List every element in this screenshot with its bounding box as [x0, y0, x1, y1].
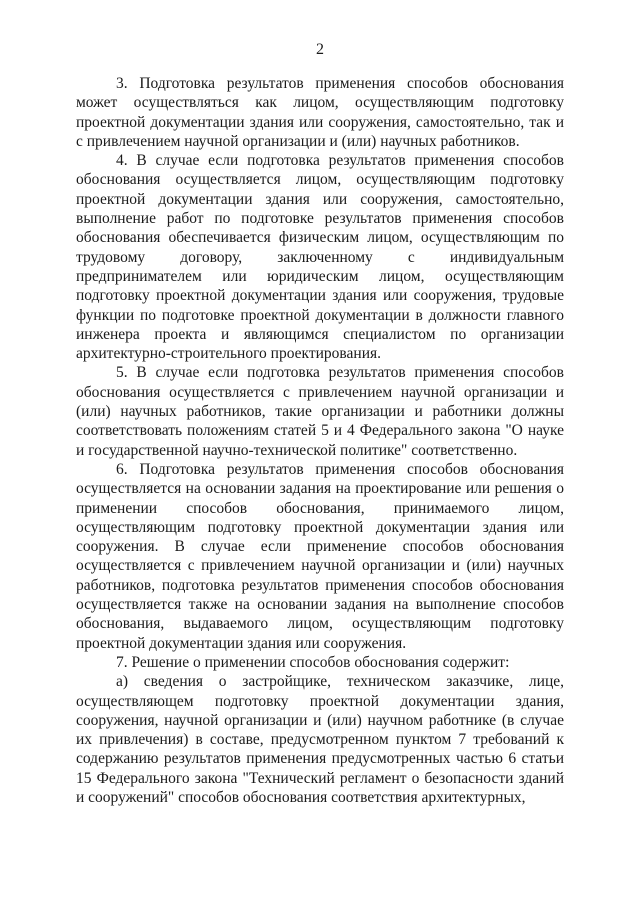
paragraph-4: 4. В случае если подготовка результатов применения способов обоснования осуществляется лицом, осуществляющим подготовку проектной документации здания или сооружения, самостоятельно, выполнение работ по подготовке результатов применения способов обоснования обеспечивается физическим лицом, осуществляющим по трудовому договору, заключенному с индивидуальным предпринимателем или юридическим лицом, осуществляющим подготовку проектной документации здания или сооружения, трудовые функции по подготовке проектной документации в должности главного инженера проекта и являющимся специалистом по организации архитектурно-строительного проектирования.	[76, 152, 564, 363]
paragraph-6: 6. Подготовка результатов применения способов обоснования осуществляется на основании задания на проектирование или решения о применении способов обоснования, принимаемого лицом, осуществляющим подготовку проектной документации здания или сооружения. В случае если применение способов обоснования осуществляется с привлечением научной организации и (или) научных работников, подготовка результатов применения способов обоснования осуществляется также на основании задания на выполнение способов обоснования, выдаваемого лицом, осуществляющим подготовку проектной документации здания или сооружения.	[76, 460, 564, 652]
paragraph-7a: а) сведения о застройщике, техническом заказчике, лице, осуществляющем подготовку проектной документации здания, сооружения, научной организации и (или) научном работнике (в случае их привлечения) в составе, предусмотренном пунктом 7 требований к содержанию результатов применения предусмотренных частью 6 статьи 15 Федерального закона "Технический регламент о безопасности зданий и сооружений" способов обоснования соответствия архитектурных,	[76, 673, 564, 806]
paragraph-5: 5. В случае если подготовка результатов применения способов обоснования осуществляется с привлечением научной организации и (или) научных работников, такие организации и работники должны соответствовать положениям статей 5 и 4 Федерального закона "О науке и государственной научно-технической политике" соответственно.	[76, 364, 564, 459]
paragraph-7: 7. Решение о применении способов обоснования содержит:	[116, 653, 510, 671]
document-body	[76, 74, 564, 807]
page-number: 2	[316, 41, 324, 58]
paragraph-3: 3. Подготовка результатов применения способов обоснования может осуществляться как лицом, осуществляющим подготовку проектной документации здания или сооружения, самостоятельно, так и с привлечением научной организации и (или) научных работников.	[76, 75, 564, 150]
